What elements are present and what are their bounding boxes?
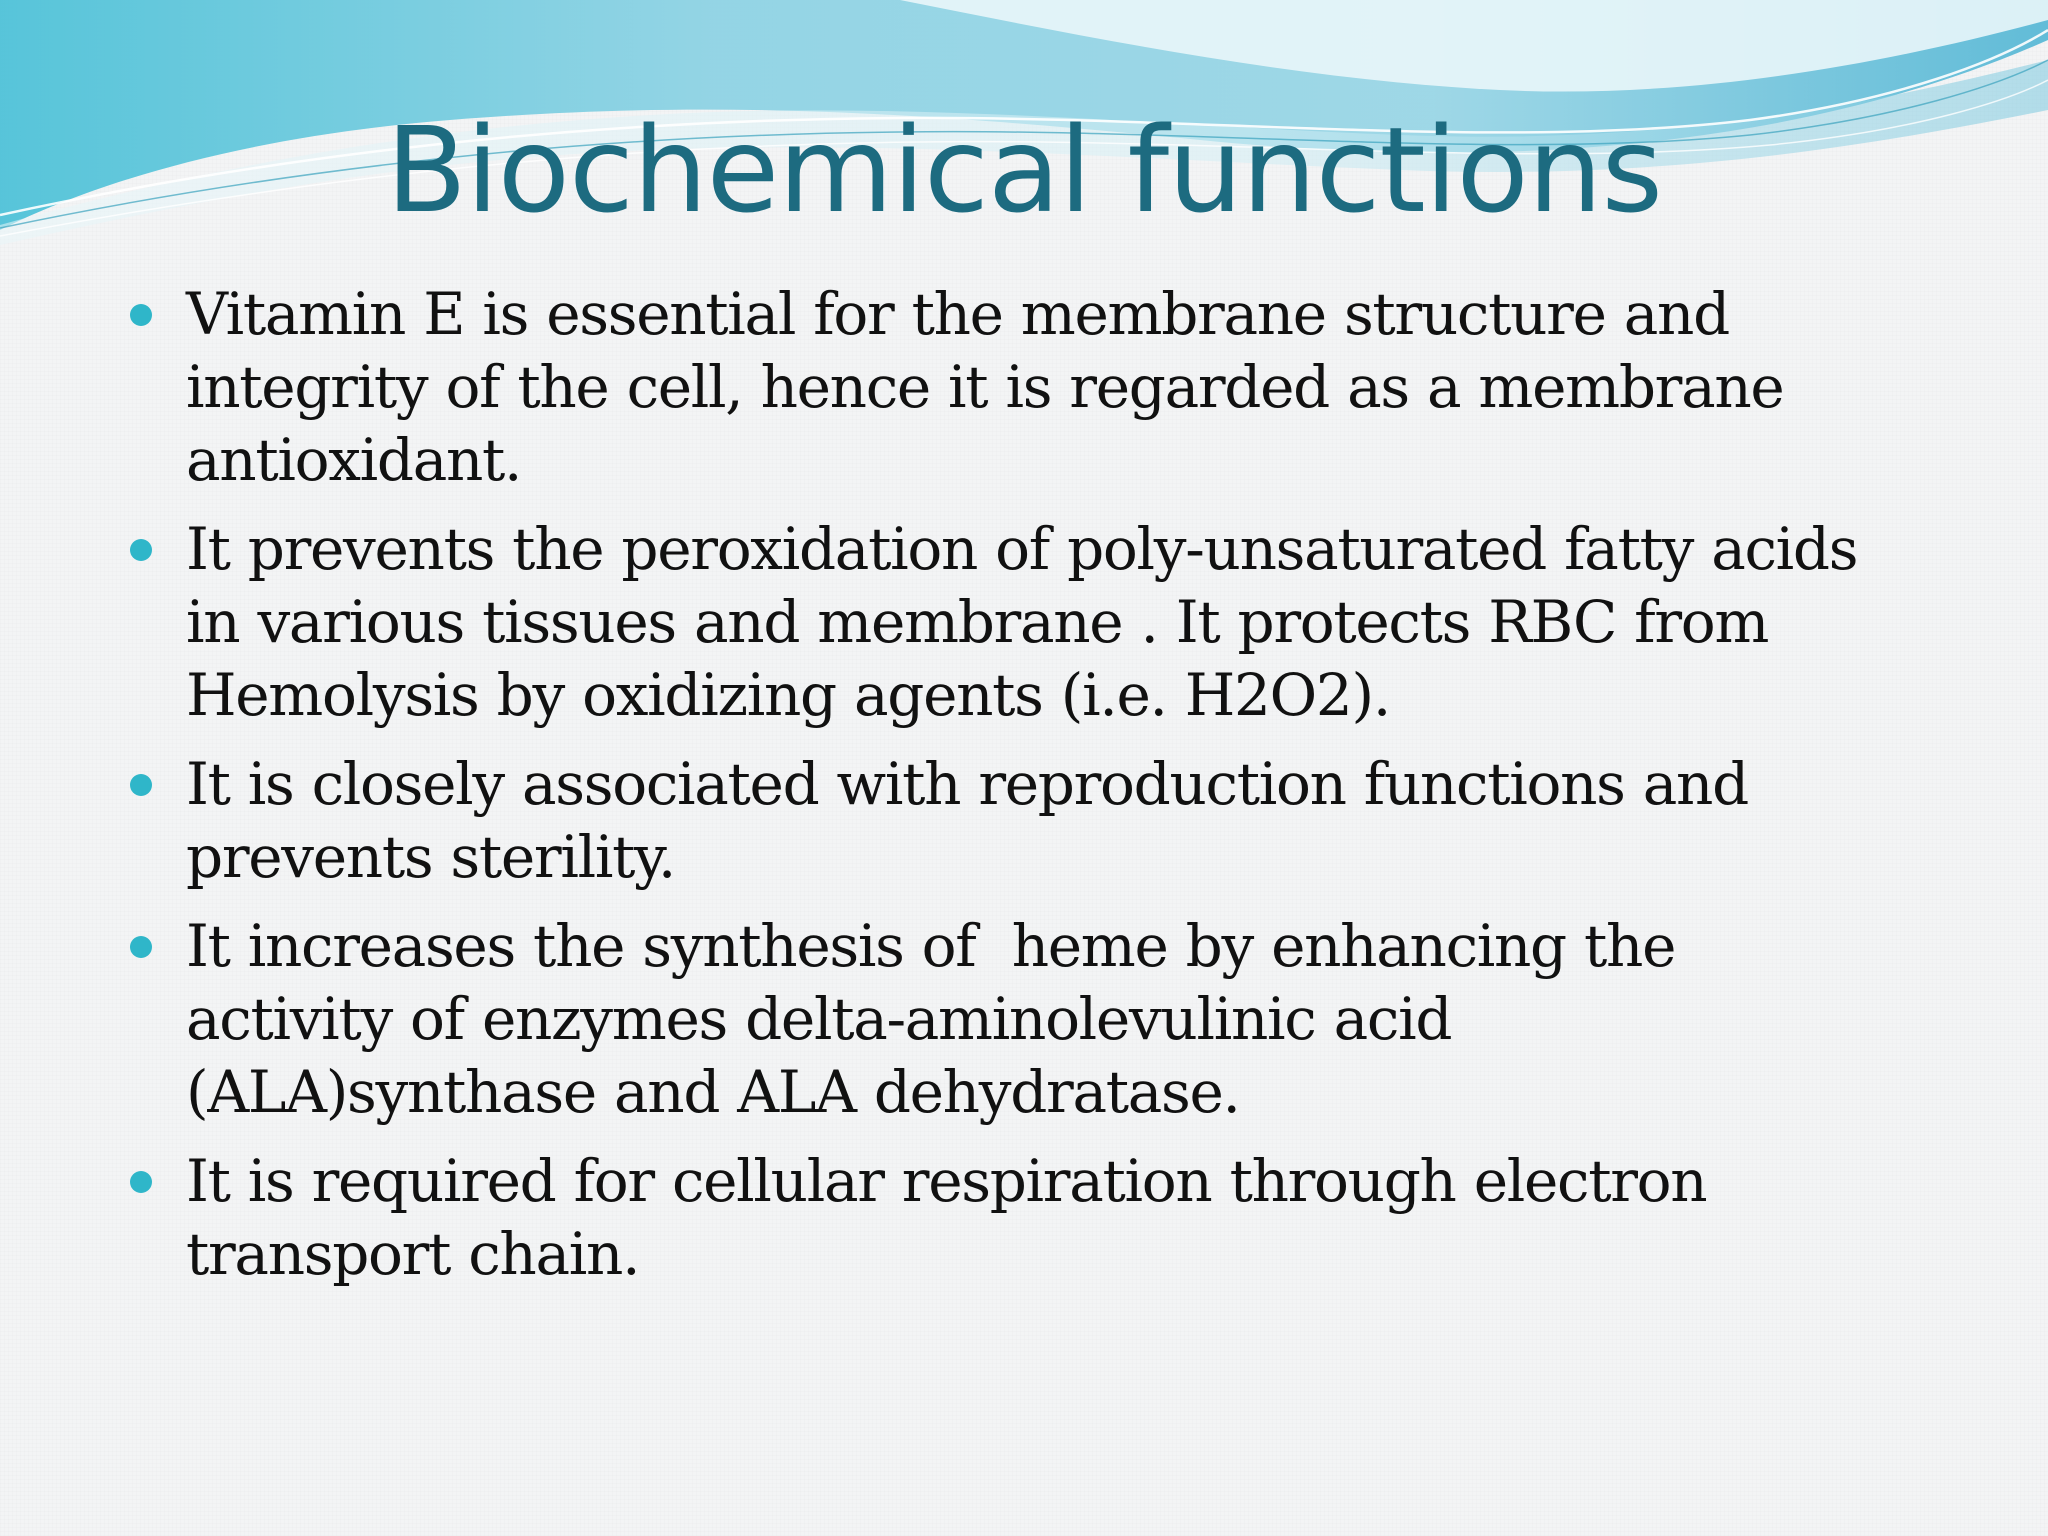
list-item xyxy=(128,910,2008,1129)
bullet-text-line: It increases the synthesis of heme by enhancing the xyxy=(186,912,1676,980)
bullet-text-line: antioxidant. xyxy=(186,426,522,494)
bullet-text-line: transport chain. xyxy=(186,1220,640,1288)
bullet-text-line: Hemolysis by oxidizing agents (i.e. H2O2). xyxy=(186,661,1390,729)
list-item xyxy=(128,748,2008,894)
bullet-text-line: It prevents the peroxidation of poly-unsaturated fatty acids xyxy=(186,515,1858,583)
bullet-dot-icon xyxy=(130,304,152,326)
bullet-text-line: It is closely associated with reproduction functions and xyxy=(186,750,1748,818)
bullet-dot-icon xyxy=(130,774,152,796)
list-item xyxy=(128,278,2008,497)
bullet-list xyxy=(128,278,2008,1307)
bullet-text-line: (ALA)synthase and ALA dehydratase. xyxy=(186,1058,1240,1126)
bullet-text-line: Vitamin E is essential for the membrane structure and xyxy=(186,280,1729,348)
list-item xyxy=(128,513,2008,732)
list-item xyxy=(128,1145,2008,1291)
bullet-text-line: activity of enzymes delta-aminolevulinic acid xyxy=(186,985,1452,1053)
bullet-text-line: prevents sterility. xyxy=(186,823,676,891)
slide-title: Biochemical functions xyxy=(386,101,1662,239)
bullet-text-line: integrity of the cell, hence it is regarded as a membrane xyxy=(186,353,1784,421)
bullet-dot-icon xyxy=(130,539,152,561)
bullet-text-line: It is required for cellular respiration through electron xyxy=(186,1147,1707,1215)
bullet-dot-icon xyxy=(130,936,152,958)
bullet-dot-icon xyxy=(130,1171,152,1193)
bullet-text-line: in various tissues and membrane . It protects RBC from xyxy=(186,588,1769,656)
